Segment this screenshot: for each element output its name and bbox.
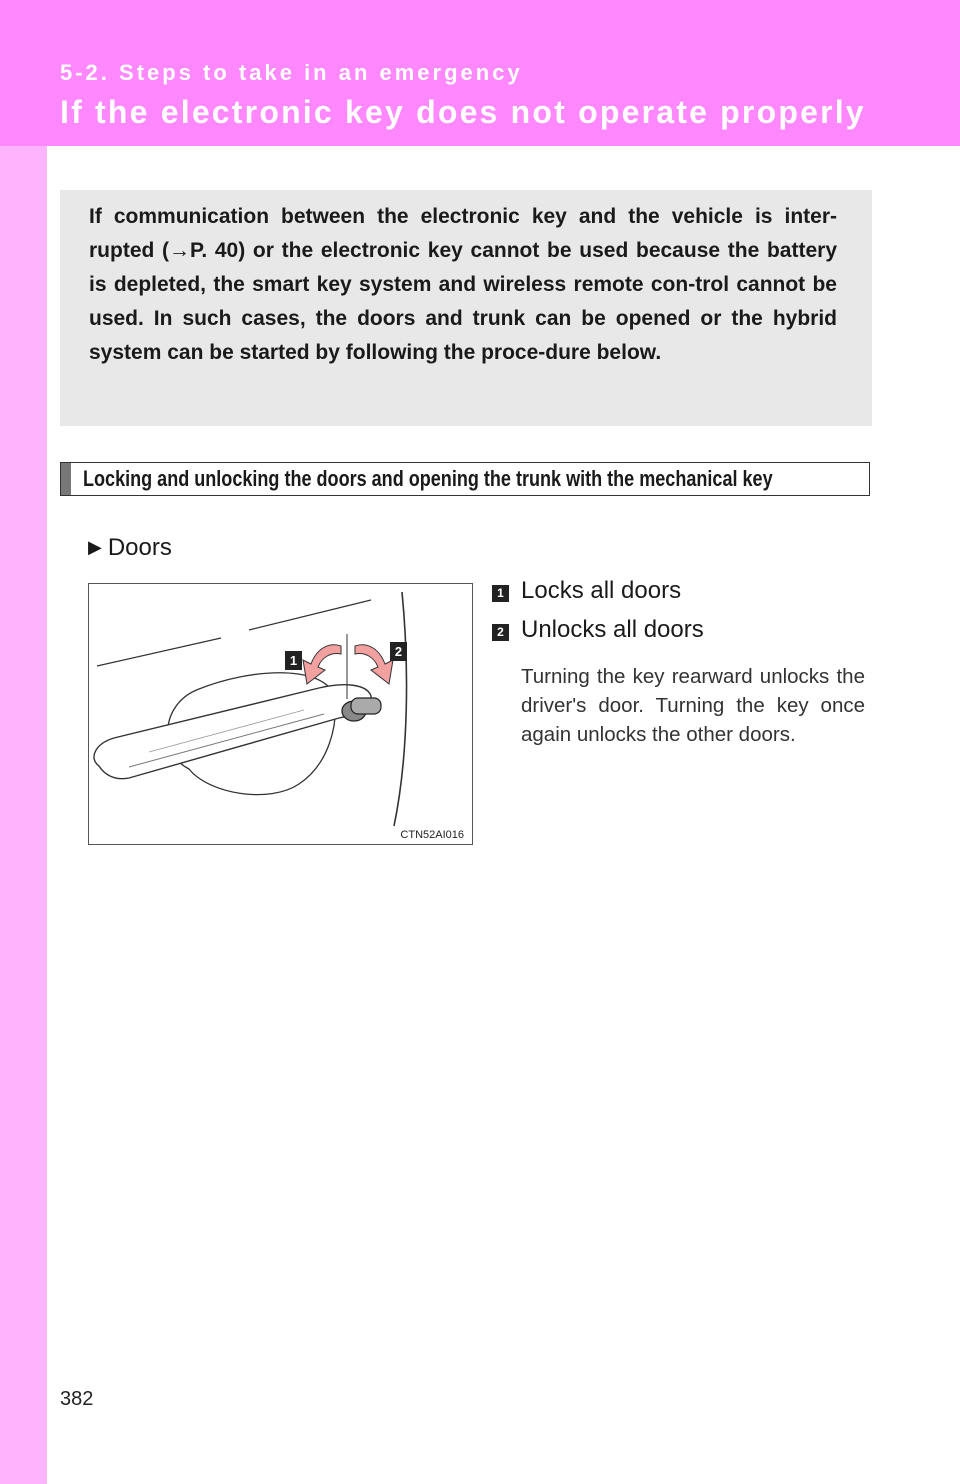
section-label: 5-2. Steps to take in an emergency [60,60,523,85]
figure-code: CTN52AI016 [400,829,464,841]
step-1 [492,577,681,605]
side-strip [0,0,47,1484]
panel-line [97,638,221,666]
intro-text: If communication between the electronic key and the vehicle is inter-rupted (→P. 40) or the electronic key cannot be used because the battery is depleted, the smart key system and wireless remote con-trol cannot be used. In such cases, the doors and trunk can be opened or the hybrid system can be started by following the proce-dure below. [89,205,837,364]
triangle-right-icon: ▶ [88,537,102,557]
callout-1 [285,651,302,670]
callout-2-label: 2 [394,644,403,659]
step-2-number: 2 [492,624,509,641]
step-note: Turning the key rearward unlocks the driver's door. Turning the key once again unlocks the other doors. [521,665,865,746]
step-1-text: Locks all doors [521,577,682,604]
header-rule [47,146,960,154]
page-number: 382 [60,1388,94,1410]
step-2 [492,616,704,644]
callout-1-label: 1 [289,653,298,668]
callout-2 [390,642,407,661]
page-title: If the electronic key does not operate properly [60,94,866,130]
panel-line [249,600,371,630]
door-edge-line [394,592,407,826]
lock-arrow [303,645,341,684]
step-1-number: 1 [492,585,509,602]
step-2-text: Unlocks all doors [521,616,704,643]
heading-bar [61,463,71,495]
door-handle-figure [88,583,473,845]
doors-label-text: Doors [107,534,172,561]
subsection-heading-text: Locking and unlocking the doors and opening the trunk with the mechanical key [83,466,773,491]
key-head [351,698,381,714]
doors-label [88,534,172,562]
unlock-arrow [355,645,393,684]
door-handle-illustration [89,584,474,846]
subsection-heading [60,462,870,496]
